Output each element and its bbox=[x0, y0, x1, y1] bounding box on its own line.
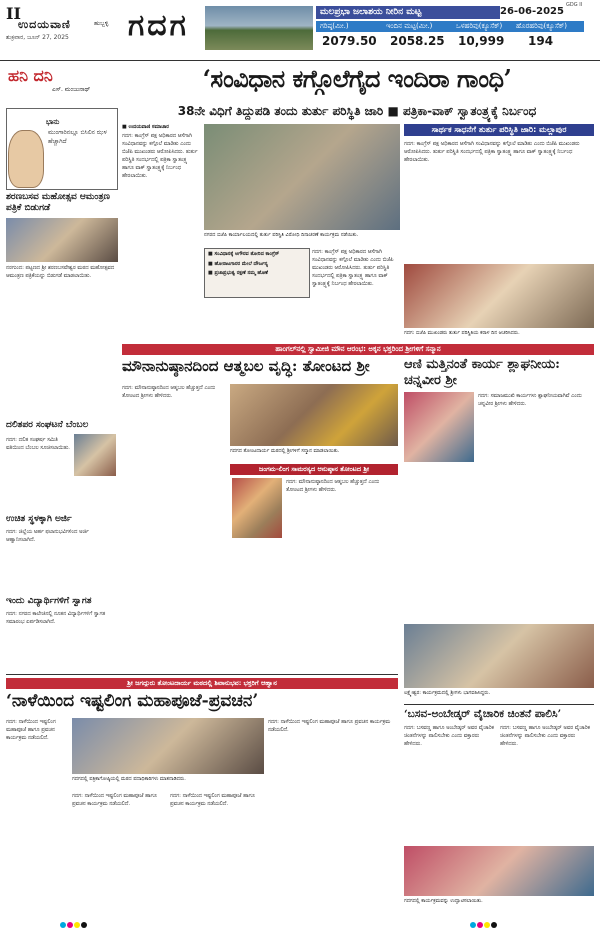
dam-label: ಒಳಹರಿವು(ಕ್ಯೂಸೆಕ್) bbox=[456, 22, 503, 30]
reg-dot bbox=[491, 922, 497, 928]
registration-marks bbox=[470, 913, 498, 919]
story-photo bbox=[6, 218, 118, 262]
bottom-right-body-cont: ಗದಗ: ಬಸವಣ್ಣ ಹಾಗೂ ಅಂಬೇಡ್ಕರ್ ಅವರ ವೈಚಾರಿಕ ಚಿಂತನೆಗಳನ್ನು ಪಾಲಿಸಬೇಕು ಎಂದು ವಕ್ತಾರರು ಹೇಳಿದರು. bbox=[500, 725, 590, 747]
mid-inner-photo bbox=[232, 478, 282, 538]
edition-name: ಹುಬ್ಬಳ್ಳಿ bbox=[94, 20, 109, 27]
reg-dot bbox=[477, 922, 483, 928]
dam-value: 2058.25 bbox=[390, 34, 445, 48]
dam-date: 26-06-2025 bbox=[500, 6, 564, 17]
story-headline: ದಲಿತಪರ ಸಂಘಟನೆ ಬೆಂಬಲ bbox=[6, 420, 89, 430]
right2-photo bbox=[404, 392, 474, 462]
story-body: ಗದಗ: ನಗರದ ಕಾಲೇಜಿನಲ್ಲಿ ನೂತನ ವಿದ್ಯಾರ್ಥಿಗಳಿಗೆ ಸ್ವಾಗತ ಸಮಾರಂಭ ಏರ್ಪಡಿಸಲಾಗಿದೆ. bbox=[6, 611, 106, 625]
bottom-body: ಗದಗ: ನಾಳೆಯಿಂದ ಇಷ್ಟಲಿಂಗ ಮಹಾಪೂಜೆ ಹಾಗೂ ಪ್ರವಚನ ಕಾರ್ಯಕ್ರಮ ನಡೆಯಲಿದೆ. bbox=[6, 719, 56, 741]
reg-dot bbox=[484, 922, 490, 928]
bottom-body-cont: ಗದಗ: ನಾಳೆಯಿಂದ ಇಷ್ಟಲಿಂಗ ಮಹಾಪೂಜೆ ಹಾಗೂ ಪ್ರವಚನ ಕಾರ್ಯಕ್ರಮ ನಡೆಯಲಿದೆ. bbox=[72, 793, 157, 807]
bottom-right-headline: ‘ಬಸವ-ಅಂಬೇಡ್ಕರ್ ವೈಚಾರಿಕ ಚಿಂತನೆ ಪಾಲಿಸಿ’ bbox=[404, 708, 562, 720]
story-body: ಗದಗ: ದಲಿತ ಸಂಘರ್ಷ ಸಮಿತಿ ವತಿಯಿಂದ ಬೆಂಬಲ ಸೂಚಿಸಲಾಯಿತು. bbox=[6, 437, 70, 451]
lead-photo bbox=[204, 124, 400, 230]
dam-title: ಮಲಪ್ರಭಾ ಜಲಾಶಯ ನೀರಿನ ಮಟ್ಟ bbox=[316, 6, 500, 19]
right-story-caption: ಗದಗ: ಬಿಜೆಪಿ ಮುಖಂಡರು ತುರ್ತು ಪರಿಸ್ಥಿತಿಯ ಕರಾಳ ದಿನ ಆಚರಿಸಿದರು. bbox=[404, 330, 520, 336]
bottom-headline: ‘ನಾಳೆಯಿಂದ ಇಷ್ಟಲಿಂಗ ಮಹಾಪೂಜೆ-ಪ್ರವಚನ’ bbox=[6, 691, 259, 711]
dam-value: 2079.50 bbox=[322, 34, 377, 48]
lead-subhead: 38ನೇ ವಿಧಿಗೆ ತಿದ್ದುಪಡಿ ತಂದು ತುರ್ತು ಪರಿಸ್ಥಿತಿ ಜಾರಿ ■ ಪತ್ರಿಕಾ-ವಾಕ್ ಸ್ವಾತಂತ್ರ್ಯಕ್ಕೆ ನಿರ್ಬಂಧ bbox=[177, 104, 537, 118]
lead-photo-caption: ನಗರದ ಬಿಜೆಪಿ ಕಾರ್ಯಾಲಯದಲ್ಲಿ ತುರ್ತು ಪರಿಸ್ಥಿತಿ ವಿರೋಧಿ ದಿನಾಚರಣೆ ಕಾರ್ಯಕ್ರಮ ನಡೆಯಿತು. bbox=[204, 232, 359, 238]
cartoon-figure bbox=[8, 130, 44, 188]
story-body: ಗದಗ: ಜಿಲ್ಲೆಯ ಅರ್ಹ ಫಲಾನುಭವಿಗಳಿಂದ ಅರ್ಜಿ ಆಹ್ವಾನಿಸಲಾಗಿದೆ. bbox=[6, 529, 89, 543]
section-divider bbox=[404, 704, 594, 705]
masthead-divider bbox=[0, 60, 600, 61]
lead-bullet: ■ ಹೋರಾಟಗಾರರ ಮೇಲೆ ದೌರ್ಜನ್ಯ bbox=[208, 261, 269, 267]
bottom-photo bbox=[72, 718, 264, 774]
hani-author: ಎಸ್. ಮಂಜುನಾಥ್ bbox=[52, 86, 91, 93]
lead-bullet: ■ ಸಂವಿಧಾನಕ್ಕೆ ಅಗೌರವ ತೋರಿದ ಕಾಂಗ್ರೆಸ್ bbox=[208, 251, 280, 257]
story-body: ನರಗುಂದ: ಪಟ್ಟಣದ ಶ್ರೀ ಶರಣಬಸವೇಶ್ವರ ಮಠದ ಮಹೋತ್ಸವದ ಆಮಂತ್ರಣ ಪತ್ರಿಕೆಯನ್ನು ಬಿಡುಗಡೆ ಮಾಡಲಾಯಿತು. bbox=[6, 265, 115, 279]
registration-marks bbox=[60, 913, 88, 919]
dam-level-box bbox=[316, 6, 584, 54]
right2-headline: ಆಣಿ ಮತ್ತಿನಂತೆ ಕಾರ್ಯ ಶ್ಲಾಘನೀಯ: ಚನ್ನವೀರ ಶ್ರೀ bbox=[404, 357, 560, 388]
story-headline: ಇಂದು ವಿದ್ಯಾರ್ಥಿಗಳಿಗೆ ಸ್ವಾಗತ bbox=[6, 596, 92, 606]
mid-body: ಗದಗ: ಮೌನಾನುಷ್ಠಾನದಿಂದ ಆತ್ಮಬಲ ಹೆಚ್ಚುತ್ತದೆ ಎಂದು ತೋಂಟದ ಶ್ರೀಗಳು ಹೇಳಿದರು. bbox=[122, 385, 216, 399]
dam-label: ಗರಿಷ್ಠ(ಮೀ.) bbox=[320, 22, 349, 30]
date-line: ಶುಕ್ರವಾರ, ಜೂನ್ 27, 2025 bbox=[6, 34, 69, 41]
bottom-right-body: ಗದಗ: ಬಸವಣ್ಣ ಹಾಗೂ ಅಂಬೇಡ್ಕರ್ ಅವರ ವೈಚಾರಿಕ ಚಿಂತನೆಗಳನ್ನು ಪಾಲಿಸಬೇಕು ಎಂದು ವಕ್ತಾರರು ಹೇಳಿದರು. bbox=[404, 725, 494, 747]
dam-label: ಹೊರಹರಿವು(ಕ್ಯೂಸೆಕ್) bbox=[516, 22, 568, 30]
lead-dateline: ■ ಉದಯವಾಣಿ ಸಮಾಚಾರ bbox=[122, 124, 169, 130]
bottom-caption: ಗದಗದಲ್ಲಿ ಪತ್ರಿಕಾಗೋಷ್ಠಿಯಲ್ಲಿ ಮಠದ ಪದಾಧಿಕಾರಿಗಳು ಮಾತನಾಡಿದರು. bbox=[72, 776, 186, 782]
section-divider bbox=[6, 674, 398, 675]
lead-bullets-box bbox=[204, 248, 310, 298]
paper-name: ಉದಯವಾಣಿ bbox=[18, 18, 71, 31]
page-tag: GDG II bbox=[566, 2, 583, 8]
dam-value: 194 bbox=[528, 34, 554, 48]
story-photo bbox=[74, 434, 116, 476]
hani-title: ಹನಿ ದನಿ bbox=[8, 66, 53, 85]
right-story-body: ಗದಗ: ಕಾಂಗ್ರೆಸ್ ಪಕ್ಷ ಅಧಿಕಾರದ ಆಸೆಗಾಗಿ ಸಂವಿಧಾನವನ್ನು ಕಗ್ಗೊಲೆ ಮಾಡಿತು ಎಂದು ಬಿಜೆಪಿ ಮುಖಂಡರು ಆರೋಪಿಸಿದರು. ತುರ್ತು ಪರಿಸ್ಥಿತಿ ಸಂದರ್ಭದಲ್ಲಿ ಪತ್ರಿಕಾ ಸ್ವಾತಂತ್ರ್ಯ ಹಾಗೂ ವಾಕ್ ಸ್ವಾತಂತ್ರ್ಯಕ್ಕೆ ನಿರ್ಬಂಧ ಹೇರಲಾಯಿತು. bbox=[404, 141, 580, 163]
dam-value: 10,999 bbox=[458, 34, 505, 48]
dam-label: ಇಂದಿನ ಮಟ್ಟ(ಮೀ.) bbox=[386, 22, 433, 30]
reg-dot bbox=[470, 922, 476, 928]
right2-body: ಗದಗ: ಸಮಾಜಮುಖಿ ಕಾರ್ಯಗಳು ಶ್ಲಾಘನೀಯವಾಗಿವೆ ಎಂದು ಚನ್ನವೀರ ಶ್ರೀಗಳು ಹೇಳಿದರು. bbox=[478, 393, 582, 407]
bottom-right-caption: ಗದಗದಲ್ಲಿ ಕಾರ್ಯಕ್ರಮವನ್ನು ಉದ್ಘಾಟಿಸಲಾಯಿತು. bbox=[404, 898, 483, 904]
mid-headline: ಮೌನಾನುಷ್ಠಾನದಿಂದ ಆತ್ಮಬಲ ವೃದ್ಧಿ: ತೋಂಟದ ಶ್ರೀ bbox=[122, 357, 370, 375]
bottom-right-photo bbox=[404, 846, 594, 896]
town-name: ಗದಗ bbox=[128, 8, 189, 43]
story-headline: ಉಚಿತ ಸ್ಥಳಕ್ಕಾಗಿ ಅರ್ಜಿ bbox=[6, 514, 72, 524]
reg-dot bbox=[67, 922, 73, 928]
mid-kicker: ಹಾಂಗಲ್‌ನಲ್ಲಿ ಸ್ವಾಮೀಜಿ ಮೌನ ಆರಂಭ: ಅಕ್ಕನ ಭಕ್ತರಿಂದ ಶ್ರೀಗಳಿಗೆ ಸನ್ಮಾನ bbox=[122, 344, 594, 355]
bottom-body-cont: ಗದಗ: ನಾಳೆಯಿಂದ ಇಷ್ಟಲಿಂಗ ಮಹಾಪೂಜೆ ಹಾಗೂ ಪ್ರವಚನ ಕಾರ್ಯಕ್ರಮ ನಡೆಯಲಿದೆ. bbox=[268, 719, 391, 733]
cartoon-title: ಭಾನು bbox=[46, 118, 60, 126]
cartoon-text: ಮುಂಗಾರಿನಲ್ಲೂ ಬಿಸಿಲಿನ ಝಳ ಹೆಚ್ಚಾಗಿದೆ bbox=[48, 129, 107, 145]
dam-photo bbox=[205, 6, 313, 50]
dam-labels-bar bbox=[316, 21, 584, 32]
lead-bullet: ■ ಪ್ರಜಾಪ್ರಭುತ್ವ ರಕ್ಷಣೆ ನಮ್ಮ ಹೊಣೆ bbox=[208, 270, 268, 276]
lead-body: ಗದಗ: ಕಾಂಗ್ರೆಸ್ ಪಕ್ಷ ಅಧಿಕಾರದ ಆಸೆಗಾಗಿ ಸಂವಿಧಾನವನ್ನು ಕಗ್ಗೊಲೆ ಮಾಡಿತು ಎಂದು ಬಿಜೆಪಿ ಮುಖಂಡರು ಆರೋಪಿಸಿದರು. ತುರ್ತು ಪರಿಸ್ಥಿತಿ ಸಂದರ್ಭದಲ್ಲಿ ಪತ್ರಿಕಾ ಸ್ವಾತಂತ್ರ್ಯ ಹಾಗೂ ವಾಕ್ ಸ್ವಾತಂತ್ರ್ಯಕ್ಕೆ ನಿರ್ಬಂಧ ಹೇರಲಾಯಿತು. bbox=[122, 133, 198, 179]
story-headline: ಶರಣಬಸವ ಮಹೋತ್ಸವ ಆಮಂತ್ರಣ ಪತ್ರಿಕೆ ಬಿಡುಗಡೆ bbox=[6, 192, 110, 213]
reg-dot bbox=[81, 922, 87, 928]
lead-headline: ‘ಸಂವಿಧಾನ ಕಗ್ಗೊಲೆಗೈದ ಇಂದಿರಾ ಗಾಂಧಿ’ bbox=[202, 64, 512, 93]
bottom-body-cont: ಗದಗ: ನಾಳೆಯಿಂದ ಇಷ್ಟಲಿಂಗ ಮಹಾಪೂಜೆ ಹಾಗೂ ಪ್ರವಚನ ಕಾರ್ಯಕ್ರಮ ನಡೆಯಲಿದೆ. bbox=[170, 793, 255, 807]
lead-body-cont: ಗದಗ: ಕಾಂಗ್ರೆಸ್ ಪಕ್ಷ ಅಧಿಕಾರದ ಆಸೆಗಾಗಿ ಸಂವಿಧಾನವನ್ನು ಕಗ್ಗೊಲೆ ಮಾಡಿತು ಎಂದು ಬಿಜೆಪಿ ಮುಖಂಡರು ಆರೋಪಿಸಿದರು. ತುರ್ತು ಪರಿಸ್ಥಿತಿ ಸಂದರ್ಭದಲ್ಲಿ ಪತ್ರಿಕಾ ಸ್ವಾತಂತ್ರ್ಯ ಹಾಗೂ ವಾಕ್ ಸ್ವಾತಂತ್ರ್ಯಕ್ಕೆ ನಿರ್ಬಂಧ ಹೇರಲಾಯಿತು. bbox=[312, 249, 394, 287]
bottom-kicker: ಶ್ರೀ ಜಗದ್ಗುರು ತೋಂಟದಾರ್ಯ ಮಠದಲ್ಲಿ ಶಿವಾನುಭವ: ಭಕ್ತರಿಗೆ ಆಹ್ವಾನ bbox=[6, 678, 398, 689]
right2-photo-2 bbox=[404, 624, 594, 688]
mid-inner-body: ಗದಗ: ಮೌನಾನುಷ್ಠಾನದಿಂದ ಆತ್ಮಬಲ ಹೆಚ್ಚುತ್ತದೆ ಎಂದು ತೋಂಟದ ಶ್ರೀಗಳು ಹೇಳಿದರು. bbox=[286, 479, 380, 493]
mid-photo bbox=[230, 384, 398, 446]
reg-dot bbox=[60, 922, 66, 928]
right-story-photo bbox=[404, 264, 594, 328]
right2-caption: ಲಕ್ಷ್ಮೇಶ್ವರ: ಕಾರ್ಯಕ್ರಮದಲ್ಲಿ ಶ್ರೀಗಳು ಭಾಗವಹಿಸಿದ್ದರು. bbox=[404, 690, 491, 696]
mid-inner-bar: ಜಂಗಮ-ಲಿಂಗ ಸಾಮರಸ್ಯದ ಆನುಷ್ಠಾನ ತೋಂಟದ ಶ್ರೀ bbox=[230, 464, 398, 475]
mid-caption: ಗದಗದ ತೋಂಟದಾರ್ಯ ಮಠದಲ್ಲಿ ಶ್ರೀಗಳಿಗೆ ಸನ್ಮಾನ ಮಾಡಲಾಯಿತು. bbox=[230, 448, 340, 454]
masthead bbox=[0, 0, 600, 62]
reg-dot bbox=[74, 922, 80, 928]
right-story-bar: ಸಾರ್ಥಕ ಸಾಧನೆಗೆ ತುರ್ತು ಪರಿಸ್ಥಿತಿ ಜಾರಿ: ಮಲ್ಲಾಪುರ bbox=[404, 124, 594, 136]
page-number: II bbox=[6, 4, 21, 23]
